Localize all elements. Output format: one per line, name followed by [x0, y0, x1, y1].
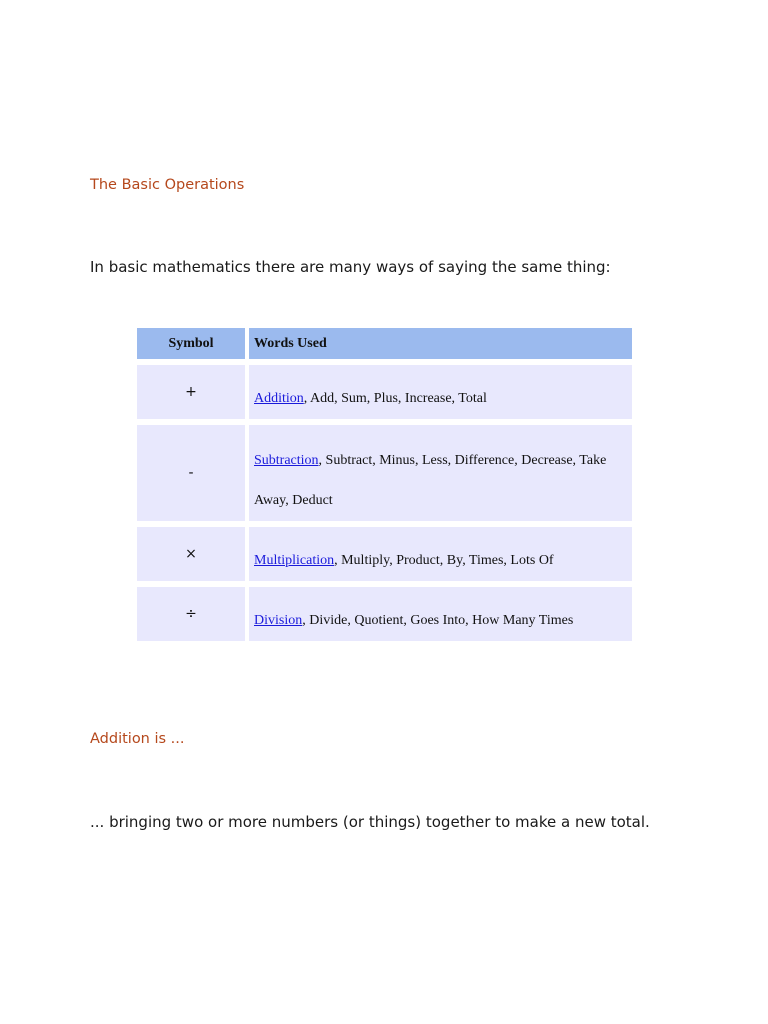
- operation-words: [249, 425, 632, 521]
- addition-definition: ... bringing two or more numbers (or things) together to make a new total.: [90, 813, 650, 831]
- table-header-row: [137, 328, 632, 359]
- operation-words: [249, 527, 632, 581]
- operations-table: [133, 322, 636, 647]
- table-row: [137, 365, 632, 419]
- operation-synonyms: , Divide, Quotient, Goes Into, How Many Times: [302, 613, 574, 628]
- operation-symbol: ×: [137, 527, 245, 581]
- table-row: [137, 527, 632, 581]
- words-column-header: Words Used: [249, 328, 632, 359]
- operation-synonyms: , Add, Sum, Plus, Increase, Total: [303, 391, 487, 406]
- table-row: [137, 425, 632, 521]
- operation-synonyms: , Subtract, Minus, Less, Difference, Decrease, Take Away, Deduct: [254, 453, 607, 508]
- division-link[interactable]: Division: [254, 613, 303, 628]
- operation-words: [249, 365, 632, 419]
- intro-paragraph: In basic mathematics there are many ways of saying the same thing:: [90, 258, 611, 276]
- operation-symbol: +: [137, 365, 245, 419]
- section-heading-basic-operations: The Basic Operations: [90, 177, 245, 193]
- table-row: [137, 587, 632, 641]
- multiplication-link[interactable]: Multiplication: [254, 553, 335, 568]
- operation-synonyms: , Multiply, Product, By, Times, Lots Of: [334, 553, 554, 568]
- operation-words: [249, 587, 632, 641]
- subtraction-link[interactable]: Subtraction: [254, 453, 319, 468]
- symbol-column-header: Symbol: [137, 328, 245, 359]
- operation-symbol: -: [137, 425, 245, 521]
- addition-link[interactable]: Addition: [254, 391, 304, 406]
- operation-symbol: ÷: [137, 587, 245, 641]
- section-heading-addition: Addition is ...: [90, 731, 185, 747]
